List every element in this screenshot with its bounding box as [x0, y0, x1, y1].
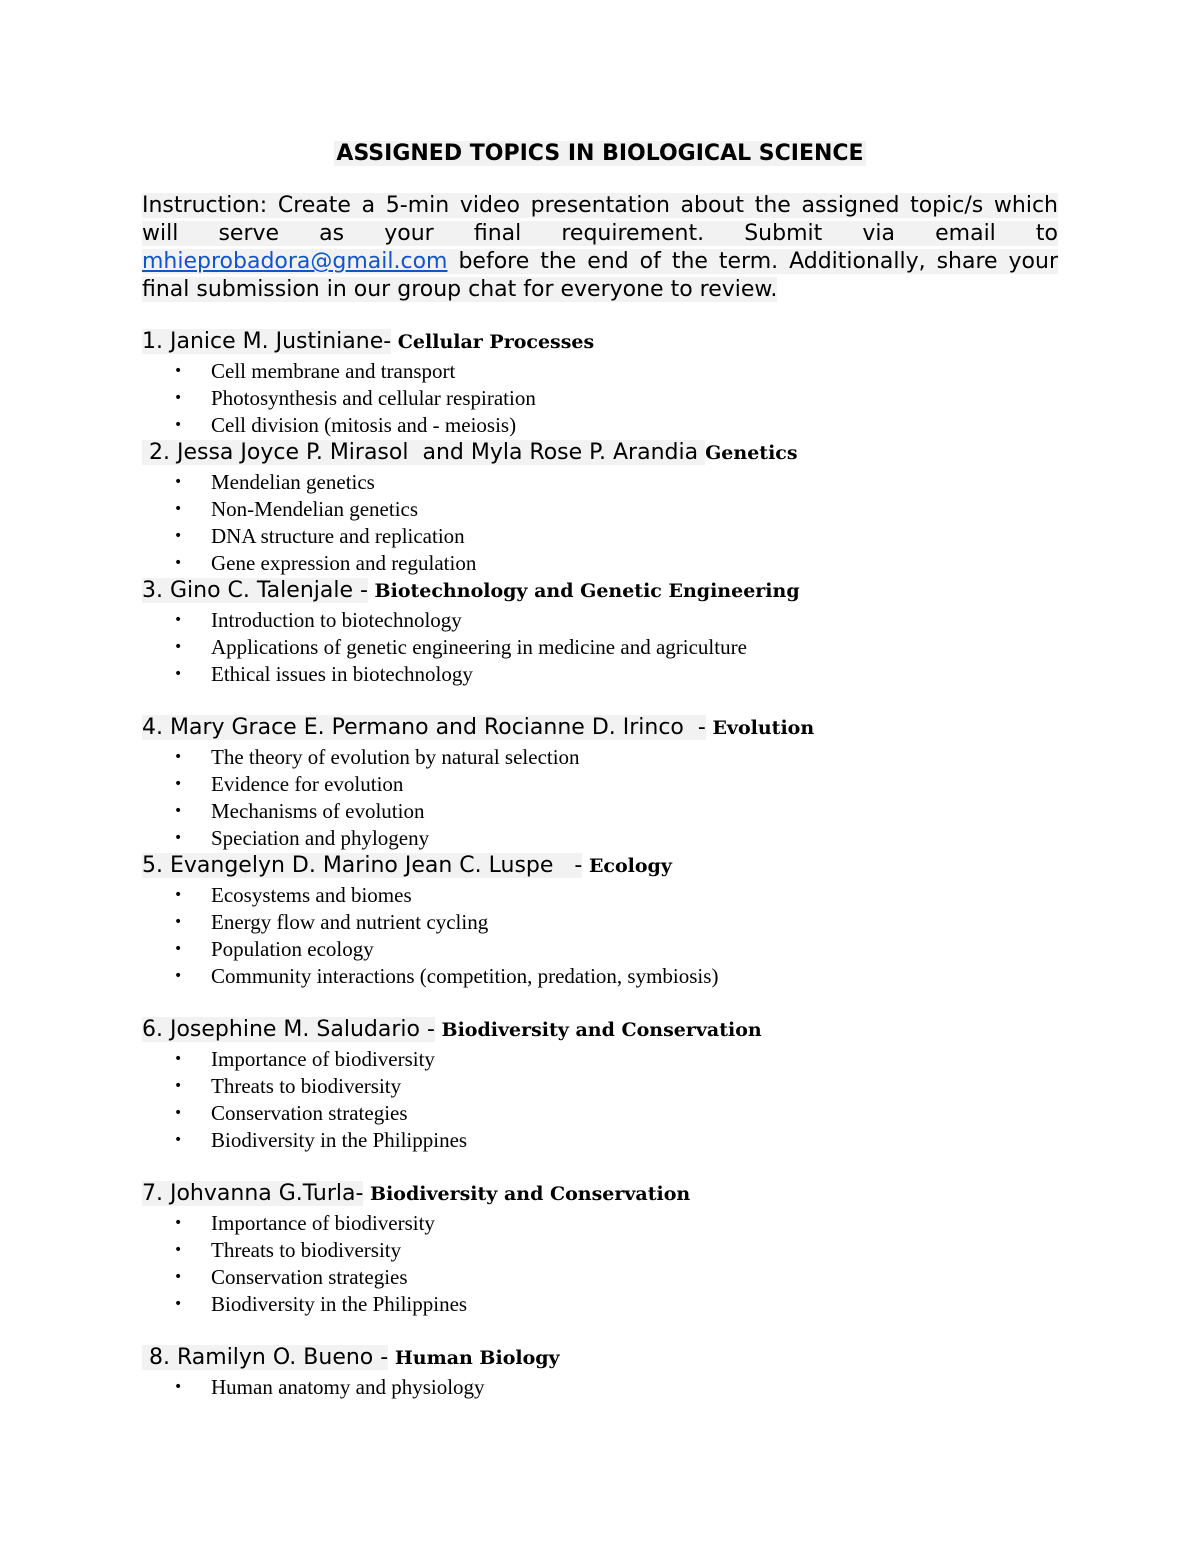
subtopic-item: • Threats to biodiversity — [174, 1238, 402, 1262]
subtopic-item: • The theory of evolution by natural selection — [174, 745, 580, 769]
bullet-icon: • — [174, 749, 183, 765]
subtopic-item: • Human anatomy and physiology — [174, 1375, 485, 1399]
instruction-text-before: Instruction: Create a 5-min video presentation about the assigned topic/s which will serve as your final requirement. Submit via email to — [142, 193, 1058, 246]
assignee-names: 3. Gino C. Talenjale - — [142, 578, 368, 603]
bullet-icon: • — [174, 639, 183, 655]
subtopic-item: • Ecosystems and biomes — [174, 883, 412, 907]
assignee-names: 2. Jessa Joyce P. Mirasol and Myla Rose P. Arandia — [142, 440, 706, 465]
bullet-icon: • — [174, 390, 183, 406]
bullet-icon: • — [174, 1132, 183, 1148]
subtopic-item: • Conservation strategies — [174, 1101, 408, 1125]
assignee-names: 1. Janice M. Justiniane- — [142, 329, 392, 354]
bullet-icon: • — [174, 1215, 183, 1231]
subtopic-item: • Introduction to biotechnology — [174, 608, 462, 632]
assignment-topic: Genetics — [705, 442, 798, 464]
assignment-topic: Evolution — [705, 717, 815, 739]
assignment-6 — [142, 1016, 1058, 1154]
subtopic-item: • Importance of biodiversity — [174, 1211, 435, 1235]
subtopic-item: • Community interactions (competition, predation, symbiosis) — [174, 964, 719, 988]
subtopic-item: • Mechanisms of evolution — [174, 799, 425, 823]
bullet-icon: • — [174, 1078, 183, 1094]
assignment-topic: Ecology — [582, 855, 672, 877]
bullet-icon: • — [174, 941, 183, 957]
assignment-heading — [142, 714, 1058, 744]
assignment-5 — [142, 852, 1058, 990]
assignment-heading — [142, 577, 1058, 607]
assignment-2 — [142, 439, 1058, 577]
instruction-paragraph — [142, 192, 1058, 304]
subtopic-item: • Biodiversity in the Philippines — [174, 1292, 468, 1316]
subtopic-list — [142, 1046, 1058, 1154]
assignment-1 — [142, 328, 1058, 439]
bullet-icon: • — [174, 363, 183, 379]
subtopic-item: • Photosynthesis and cellular respiration — [174, 386, 536, 410]
subtopic-item: • Cell membrane and transport — [174, 359, 456, 383]
bullet-icon: • — [174, 1269, 183, 1285]
assignment-topic: Biotechnology and Genetic Engineering — [367, 580, 800, 602]
bullet-icon: • — [174, 968, 183, 984]
subtopic-item: • Gene expression and regulation — [174, 551, 477, 575]
subtopic-item: • Conservation strategies — [174, 1265, 408, 1289]
bullet-icon: • — [174, 666, 183, 682]
bullet-icon: • — [174, 1105, 183, 1121]
subtopic-item: • Population ecology — [174, 937, 374, 961]
assignment-topic: Biodiversity and Conservation — [363, 1183, 691, 1205]
instruction-text-after: before the end of the term. Additionally, share your final submission in our group chat for everyone to review. — [142, 249, 1058, 302]
assignee-names: 6. Josephine M. Saludario - — [142, 1017, 435, 1042]
assignment-heading — [142, 328, 1058, 358]
bullet-icon: • — [174, 830, 183, 846]
assignee-names: 7. Johvanna G.Turla- — [142, 1181, 364, 1206]
bullet-icon: • — [174, 1379, 183, 1395]
assignment-topic: Human Biology — [388, 1347, 560, 1369]
bullet-icon: • — [174, 501, 183, 517]
bullet-icon: • — [174, 528, 183, 544]
assignment-3 — [142, 577, 1058, 688]
subtopic-item: • Evidence for evolution — [174, 772, 404, 796]
subtopic-list — [142, 744, 1058, 852]
bullet-icon: • — [174, 914, 183, 930]
document-page — [142, 138, 1058, 1401]
bullet-icon: • — [174, 474, 183, 490]
bullet-icon: • — [174, 555, 183, 571]
assignment-8 — [142, 1344, 1058, 1401]
subtopic-item: • Energy flow and nutrient cycling — [174, 910, 489, 934]
assignee-names: 8. Ramilyn O. Bueno - — [142, 1345, 389, 1370]
assignment-heading — [142, 1180, 1058, 1210]
bullet-icon: • — [174, 803, 183, 819]
subtopic-item: • Speciation and phylogeny — [174, 826, 430, 850]
assignment-4 — [142, 714, 1058, 852]
subtopic-item: • Biodiversity in the Philippines — [174, 1128, 468, 1152]
bullet-icon: • — [174, 417, 183, 433]
bullet-icon: • — [174, 1242, 183, 1258]
bullet-icon: • — [174, 776, 183, 792]
subtopic-list — [142, 882, 1058, 990]
subtopic-item: • Applications of genetic engineering in medicine and agriculture — [174, 635, 747, 659]
subtopic-list — [142, 1374, 1058, 1401]
subtopic-list — [142, 358, 1058, 439]
assignment-topic: Cellular Processes — [391, 331, 595, 353]
subtopic-item: • Ethical issues in biotechnology — [174, 662, 473, 686]
subtopic-item: • Threats to biodiversity — [174, 1074, 402, 1098]
assignment-heading — [142, 1344, 1058, 1374]
email-link[interactable]: mhieprobadora@gmail.com — [142, 249, 448, 274]
bullet-icon: • — [174, 612, 183, 628]
assignment-heading — [142, 852, 1058, 882]
subtopic-item: • Non-Mendelian genetics — [174, 497, 419, 521]
bullet-icon: • — [174, 1051, 183, 1067]
bullet-icon: • — [174, 887, 183, 903]
assignee-names: 4. Mary Grace E. Permano and Rocianne D. Irinco - — [142, 715, 706, 740]
subtopic-list — [142, 469, 1058, 577]
subtopic-list — [142, 1210, 1058, 1318]
subtopic-item: • Importance of biodiversity — [174, 1047, 435, 1071]
assignment-heading — [142, 439, 1058, 469]
assignment-7 — [142, 1180, 1058, 1318]
subtopic-list — [142, 607, 1058, 688]
assignee-names: 5. Evangelyn D. Marino Jean C. Luspe - — [142, 853, 583, 878]
document-title: ASSIGNED TOPICS IN BIOLOGICAL SCIENCE — [336, 141, 864, 166]
subtopic-item: • DNA structure and replication — [174, 524, 465, 548]
assignment-heading — [142, 1016, 1058, 1046]
bullet-icon: • — [174, 1296, 183, 1312]
assignment-topic: Biodiversity and Conservation — [434, 1019, 762, 1041]
subtopic-item: • Cell division (mitosis and - meiosis) — [174, 413, 517, 437]
subtopic-item: • Mendelian genetics — [174, 470, 375, 494]
